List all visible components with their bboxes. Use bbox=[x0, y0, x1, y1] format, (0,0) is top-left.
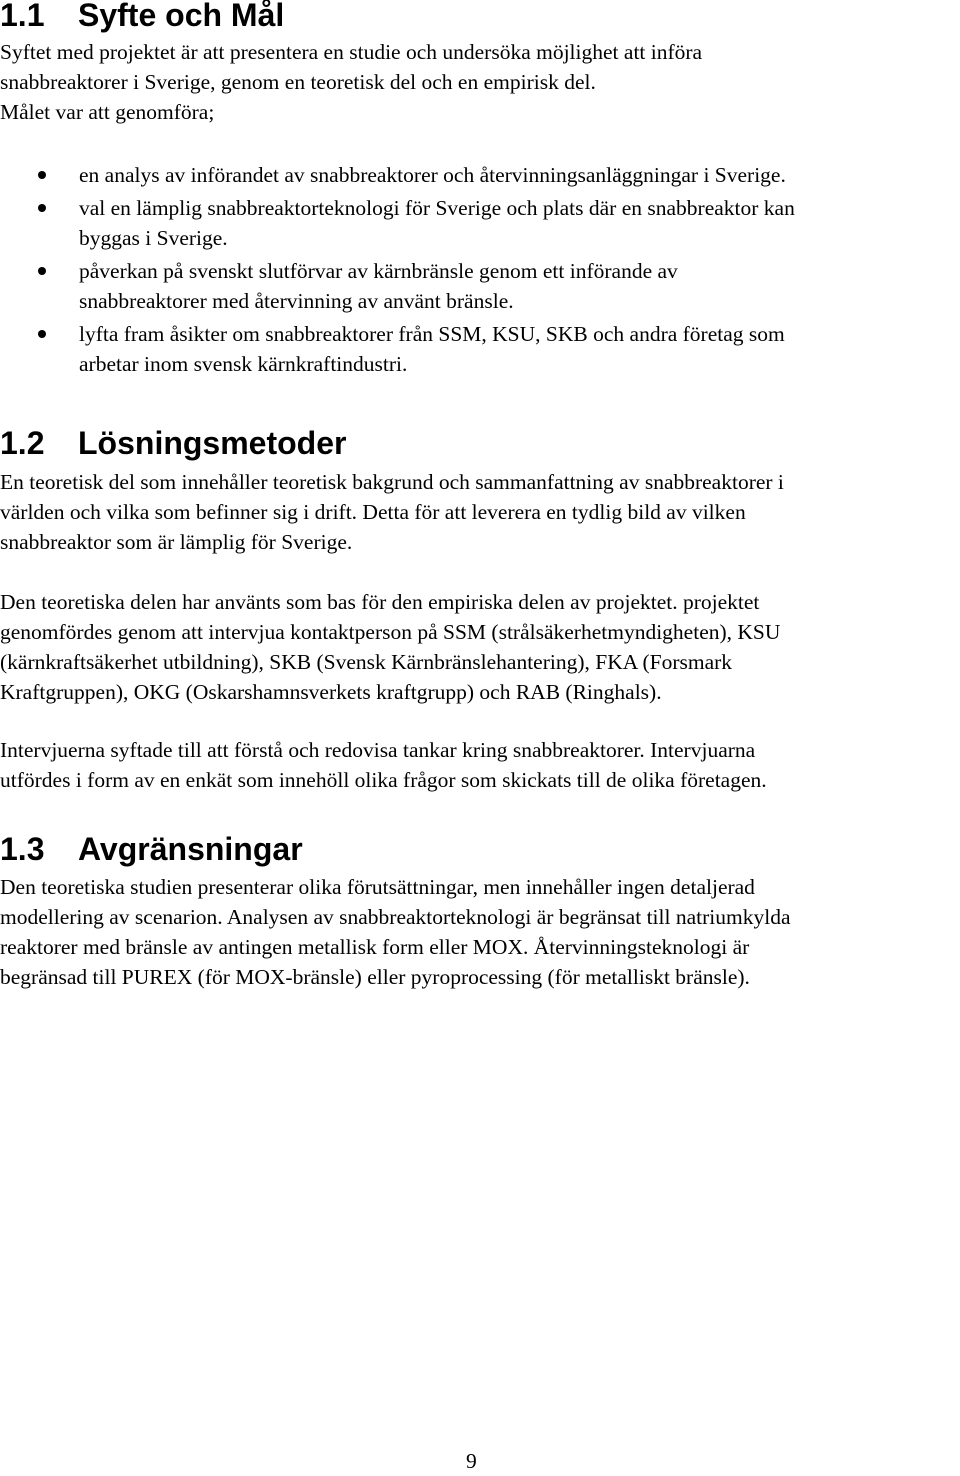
text-line: modellering av scenarion. Analysen av snabbreaktorteknologi är begränsat till natriumkylda bbox=[0, 905, 791, 929]
page-number: 9 bbox=[466, 1449, 477, 1473]
list-item-text: påverkan på svenskt slutförvar av kärnbränsle genom ett införande av bbox=[79, 259, 678, 283]
text-line: (kärnkraftsäkerhet utbildning), SKB (Svensk Kärnbränslehantering), FKA (Forsmark bbox=[0, 650, 733, 674]
bullet-icon bbox=[38, 330, 46, 338]
methods-paragraph-1 bbox=[0, 467, 960, 557]
text-line: utfördes i form av en enkät som innehöll olika frågor som skickats till de olika företagen. bbox=[0, 768, 767, 792]
heading-losningsmetoder bbox=[0, 423, 346, 463]
methods-paragraph-3 bbox=[0, 735, 960, 795]
text-line: begränsad till PUREX (för MOX-bränsle) eller pyroprocessing (för metalliskt bränsle). bbox=[0, 965, 750, 989]
section-title: Syfte och Mål bbox=[78, 0, 285, 33]
heading-avgransningar bbox=[0, 829, 303, 869]
list-item bbox=[0, 256, 960, 316]
heading-syfte-och-mal bbox=[0, 0, 284, 35]
text-line: snabbreaktor som är lämplig för Sverige. bbox=[0, 530, 353, 554]
text-line: Den teoretiska studien presenterar olika förutsättningar, men innehåller ingen detaljerad bbox=[0, 875, 755, 899]
list-item-text: byggas i Sverige. bbox=[79, 226, 228, 250]
intro-paragraph bbox=[0, 37, 960, 127]
bullet-icon bbox=[38, 204, 46, 212]
text-line: Intervjuerna syftade till att förstå och redovisa tankar kring snabbreaktorer. Intervjuarna bbox=[0, 738, 756, 762]
text-line: En teoretisk del som innehåller teoretisk bakgrund och sammanfattning av snabbreaktorer i bbox=[0, 470, 784, 494]
list-item-text: en analys av införandet av snabbreaktorer och återvinningsanläggningar i Sverige. bbox=[79, 163, 786, 187]
bullet-icon bbox=[38, 171, 46, 179]
bullet-icon bbox=[38, 267, 46, 275]
list-item bbox=[0, 193, 960, 253]
text-line: Målet var att genomföra; bbox=[0, 100, 215, 124]
list-item bbox=[0, 319, 960, 379]
section-number: 1.2 bbox=[0, 425, 45, 461]
goals-list bbox=[0, 160, 960, 382]
list-item-text: arbetar inom svensk kärnkraftindustri. bbox=[79, 352, 408, 376]
section-number: 1.1 bbox=[0, 0, 45, 33]
text-line: Kraftgruppen), OKG (Oskarshamnsverkets kraftgrupp) och RAB (Ringhals). bbox=[0, 680, 662, 704]
section-title: Lösningsmetoder bbox=[78, 425, 347, 461]
list-item-text: snabbreaktorer med återvinning av använt bränsle. bbox=[79, 289, 514, 313]
text-line: Syftet med projektet är att presentera en studie och undersöka möjlighet att införa bbox=[0, 40, 703, 64]
section-title: Avgränsningar bbox=[78, 831, 303, 867]
limitations-paragraph bbox=[0, 872, 960, 992]
text-line: världen och vilka som befinner sig i drift. Detta för att leverera en tydlig bild av vilken bbox=[0, 500, 746, 524]
list-item-text: val en lämplig snabbreaktorteknologi för Sverige och plats där en snabbreaktor kan bbox=[79, 196, 795, 220]
list-item-text: lyfta fram åsikter om snabbreaktorer från SSM, KSU, SKB och andra företag som bbox=[79, 322, 785, 346]
list-item bbox=[0, 160, 960, 190]
text-line: Den teoretiska delen har använts som bas för den empiriska delen av projektet. projektet bbox=[0, 590, 760, 614]
section-number: 1.3 bbox=[0, 831, 45, 867]
text-line: snabbreaktorer i Sverige, genom en teoretisk del och en empirisk del. bbox=[0, 70, 596, 94]
methods-paragraph-2 bbox=[0, 587, 960, 707]
text-line: genomfördes genom att intervjua kontaktperson på SSM (strålsäkerhetmyndigheten), KSU bbox=[0, 620, 781, 644]
text-line: reaktorer med bränsle av antingen metallisk form eller MOX. Återvinningsteknologi är bbox=[0, 935, 750, 959]
